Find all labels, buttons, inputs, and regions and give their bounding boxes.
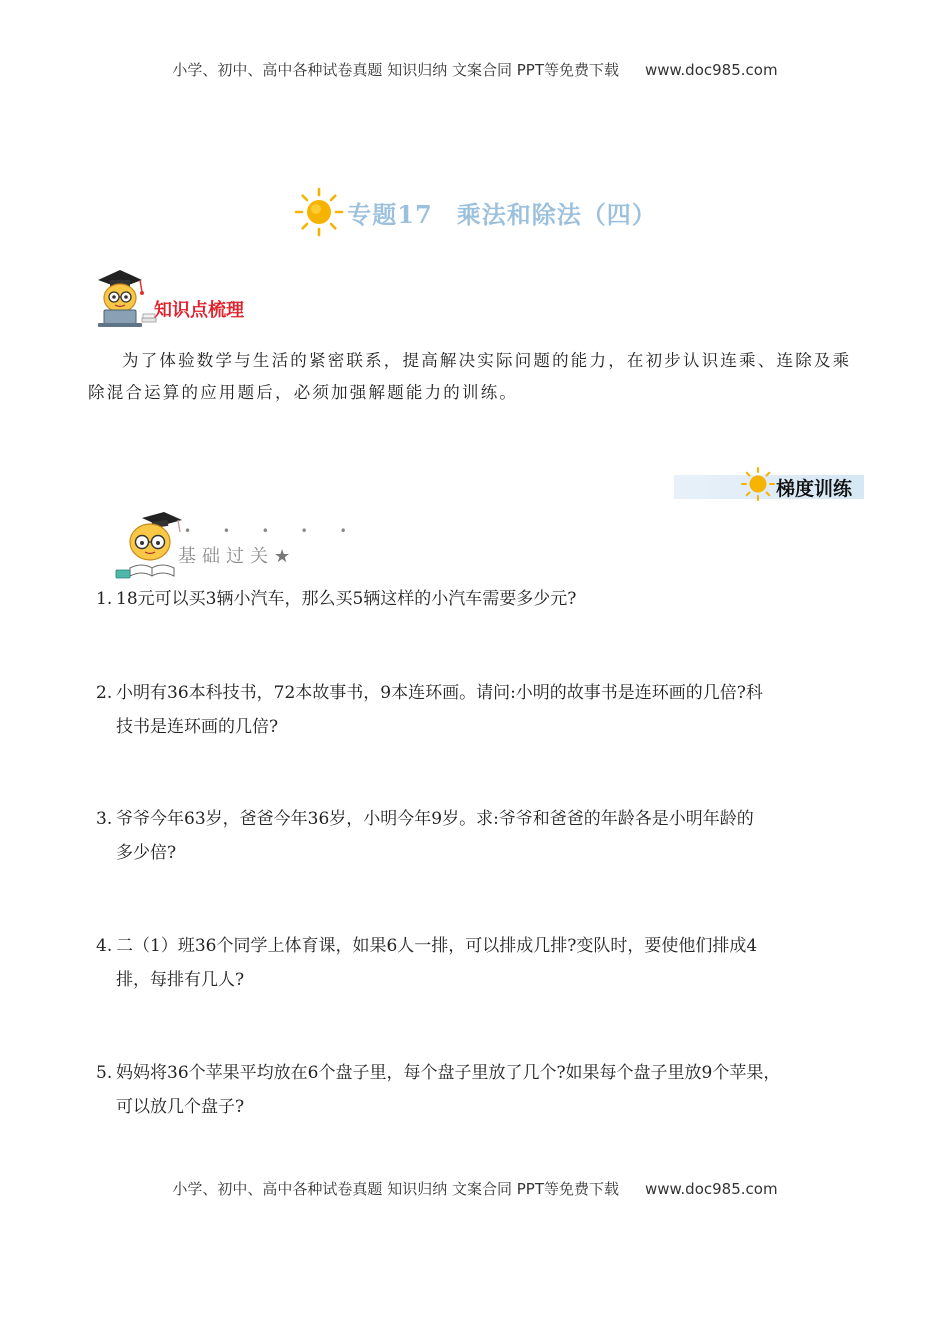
mascot-reading-icon bbox=[112, 512, 188, 582]
question-text: 爷爷今年63岁，爸爸今年36岁，小明今年9岁。求:爷爷和爸爸的年龄各是小明年龄的 bbox=[116, 809, 754, 829]
question-number: 2. bbox=[96, 683, 113, 703]
footer-site-link[interactable]: www.doc985.com bbox=[644, 1180, 778, 1198]
question-3 bbox=[96, 802, 872, 870]
question-4 bbox=[96, 929, 872, 997]
mascot-teacher-laptop-icon bbox=[92, 266, 160, 330]
header-site-link[interactable]: www.doc985.com bbox=[644, 61, 778, 79]
tier-training-label: 梯度训练 bbox=[776, 478, 853, 500]
question-text: 小明有36本科技书，72本故事书，9本连环画。请问:小明的故事书是连环画的几倍?科 bbox=[116, 683, 763, 703]
basic-level-text: 基础过关 bbox=[178, 546, 274, 567]
question-2 bbox=[96, 676, 872, 744]
star-icon: ★ bbox=[274, 546, 291, 567]
question-number: 3. bbox=[96, 809, 113, 829]
page-header bbox=[0, 59, 950, 80]
question-number: 4. bbox=[96, 936, 113, 956]
question-text: 妈妈将36个苹果平均放在6个盘子里，每个盘子里放了几个?如果每个盘子里放9个苹果， bbox=[116, 1063, 781, 1083]
question-1 bbox=[96, 582, 872, 616]
sun-icon bbox=[293, 186, 345, 238]
question-text: 18元可以买3辆小汽车，那么买5辆这样的小汽车需要多少元? bbox=[116, 589, 577, 609]
footer-text: 小学、初中、高中各种试卷真题 知识归纳 文案合同 PPT等免费下载 bbox=[172, 1180, 619, 1198]
question-text-continued: 多少倍? bbox=[116, 843, 177, 863]
page-footer bbox=[0, 1178, 950, 1199]
question-text-continued: 可以放几个盘子? bbox=[116, 1097, 245, 1117]
question-number: 1. bbox=[96, 589, 113, 609]
question-text-continued: 排，每排有几人? bbox=[116, 970, 245, 990]
knowledge-section-label: 知识点梳理 bbox=[154, 300, 244, 321]
knowledge-intro-paragraph: 为了体验数学与生活的紧密联系，提高解决实际问题的能力，在初步认识连乘、连除及乘除混合运算的应用题后，必须加强解题能力的训练。 bbox=[88, 351, 852, 402]
question-5 bbox=[96, 1056, 872, 1124]
title-topic: 专题17 bbox=[347, 199, 433, 229]
page-title-row bbox=[0, 186, 950, 238]
header-text: 小学、初中、高中各种试卷真题 知识归纳 文案合同 PPT等免费下载 bbox=[172, 61, 619, 79]
question-text-continued: 技书是连环画的几倍? bbox=[116, 717, 279, 737]
page-title bbox=[347, 195, 656, 230]
decorative-dots: • • • • • bbox=[184, 524, 361, 538]
question-number: 5. bbox=[96, 1063, 113, 1083]
title-name: 乘法和除法（四） bbox=[456, 199, 657, 229]
basic-level-label bbox=[178, 542, 290, 568]
question-text: 二（1）班36个同学上体育课，如果6人一排，可以排成几排?变队时，要使他们排成4 bbox=[116, 936, 758, 956]
sun-icon bbox=[740, 466, 776, 502]
